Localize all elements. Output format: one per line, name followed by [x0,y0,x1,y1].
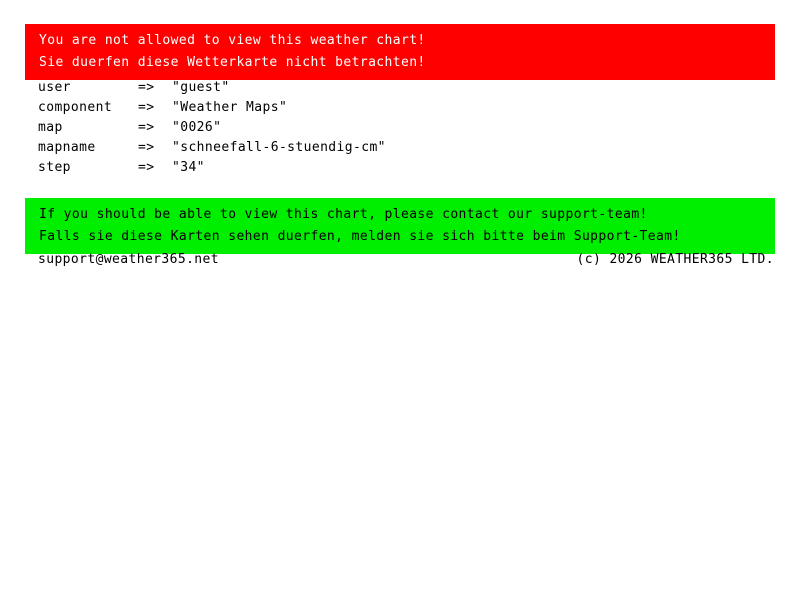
parameter-value: "0026" [172,120,222,135]
parameter-key: step [38,160,71,175]
error-banner [25,24,775,80]
parameter-value: "34" [172,160,205,175]
parameter-key: mapname [38,140,96,155]
parameter-value: "Weather Maps" [172,100,288,115]
support-email[interactable]: support@weather365.net [38,252,219,267]
parameter-key: user [38,80,71,95]
parameter-row-component [38,98,386,118]
parameter-arrow: => [138,100,155,115]
info-banner-line-en: If you should be able to view this chart, please contact our support-team! [39,207,648,222]
info-banner-line-de: Falls sie diese Karten sehen duerfen, melden sie sich bitte beim Support-Team! [39,229,681,244]
parameter-list [38,78,386,178]
parameter-row-mapname [38,138,386,158]
parameter-arrow: => [138,80,155,95]
parameter-arrow: => [138,120,155,135]
copyright-text: (c) 2026 WEATHER365 LTD. [576,252,774,267]
parameter-row-map [38,118,386,138]
parameter-value: "schneefall-6-stuendig-cm" [172,140,386,155]
footer [38,250,774,270]
parameter-arrow: => [138,160,155,175]
parameter-row-step [38,158,386,178]
error-banner-line-de: Sie duerfen diese Wetterkarte nicht betrachten! [39,55,426,70]
parameter-row-user [38,78,386,98]
parameter-key: map [38,120,63,135]
parameter-arrow: => [138,140,155,155]
info-banner [25,198,775,254]
error-banner-line-en: You are not allowed to view this weather chart! [39,33,426,48]
parameter-value: "guest" [172,80,230,95]
parameter-key: component [38,100,113,115]
